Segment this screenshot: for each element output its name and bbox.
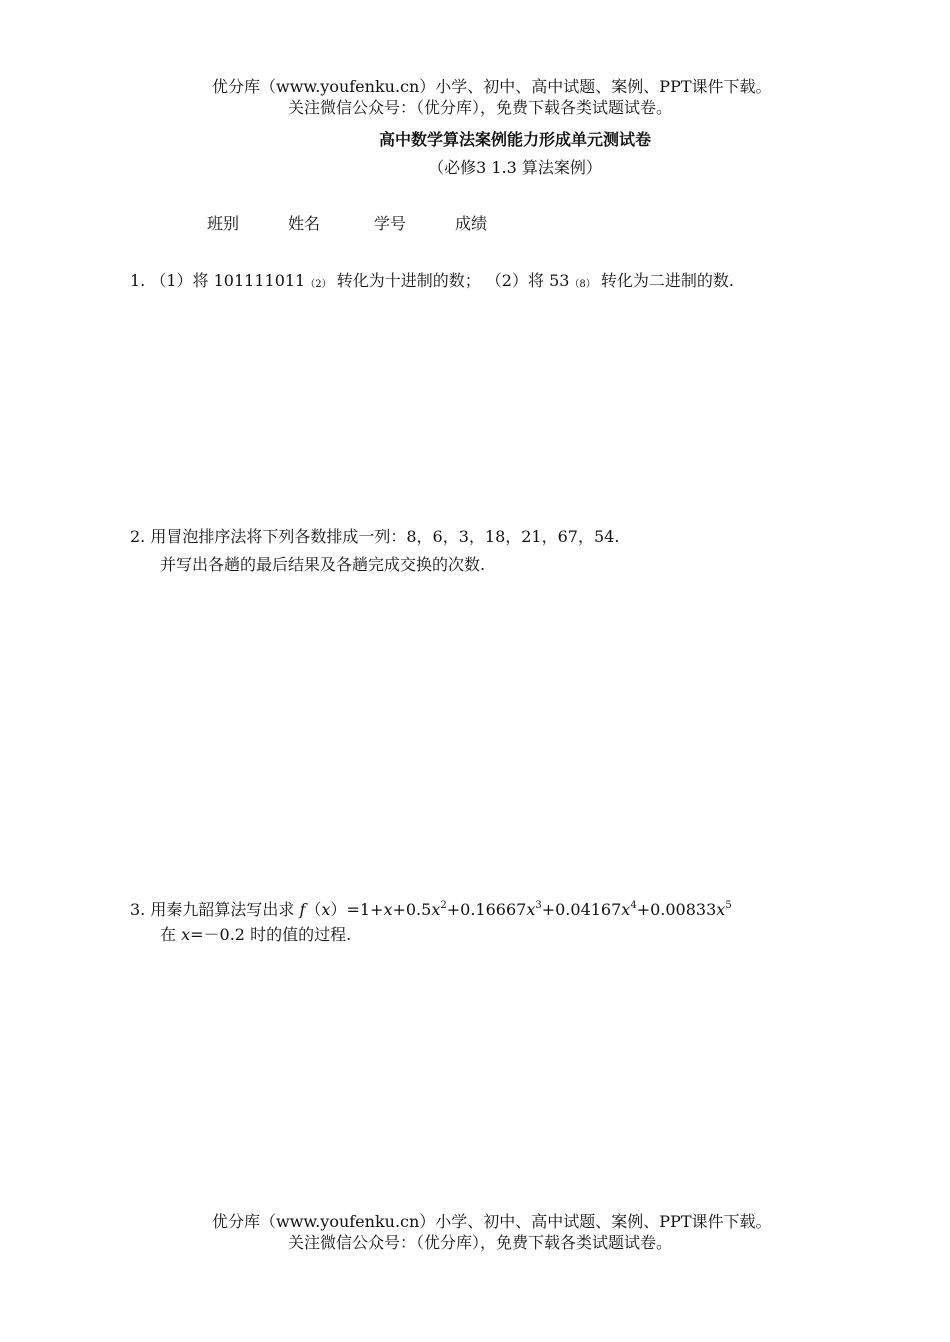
name-field-label: 姓名 — [288, 214, 321, 233]
question-3-prefix: 3. 用秦九韶算法写出求 — [130, 900, 295, 919]
header-line-1: 优分库（www.youfenku.cn）小学、初中、高中试题、案例、PPT课件下载。 — [212, 77, 772, 96]
page-title: 高中数学算法案例能力形成单元测试卷 — [378, 130, 651, 149]
question-2-line-1: 2. 用冒泡排序法将下列各数排成一列：8，6，3，18，21，67，54. — [130, 527, 620, 546]
variable-x: x — [181, 925, 191, 944]
function-symbol: f — [299, 900, 306, 919]
footer-line-1: 优分库（www.youfenku.cn）小学、初中、高中试题、案例、PPT课件下载。 — [212, 1212, 772, 1231]
question-3-line-2-prefix: 在 — [160, 925, 182, 944]
question-1-base-2: （2） — [305, 279, 332, 290]
question-1-text-a: 1. （1）将 101111011 — [130, 271, 306, 290]
paren-close: ） — [330, 900, 347, 919]
score-field-label: 成绩 — [455, 214, 488, 233]
variable-x: x — [526, 900, 536, 919]
question-2-line-2: 并写出各趟的最后结果及各趟完成交换的次数. — [160, 555, 486, 574]
exponent-5: 5 — [725, 900, 732, 911]
footer-line-2: 关注微信公众号：（优分库），免费下载各类试题试卷。 — [288, 1233, 673, 1252]
term-3-coef: +0.16667 — [446, 900, 527, 919]
page-subtitle: （必修3 1.3 算法案例） — [428, 158, 602, 177]
class-field-label: 班别 — [207, 214, 240, 233]
term-4-coef: +0.04167 — [541, 900, 622, 919]
variable-x: x — [383, 900, 393, 919]
question-1-base-8: （8） — [569, 279, 596, 290]
term-2-coef: +0.5 — [392, 900, 432, 919]
variable-x: x — [621, 900, 631, 919]
variable-x: x — [431, 900, 441, 919]
exponent-2: 2 — [440, 900, 447, 911]
exponent-3: 3 — [535, 900, 542, 911]
question-3-line-1 — [130, 896, 732, 920]
paren-open: （ — [305, 900, 322, 919]
question-1-text-b: 转化为十进制的数； （2）将 53 — [331, 271, 570, 290]
question-3-line-2 — [160, 925, 351, 945]
header-line-2: 关注微信公众号：（优分库），免费下载各类试题试卷。 — [288, 98, 673, 117]
student-number-field-label: 学号 — [374, 214, 407, 233]
term-5-coef: +0.00833 — [636, 900, 717, 919]
question-1-text-c: 转化为二进制的数. — [595, 271, 734, 290]
term-constant: =1+ — [346, 900, 384, 919]
variable-x: x — [716, 900, 726, 919]
variable-x: x — [321, 900, 331, 919]
exponent-4: 4 — [630, 900, 637, 911]
question-3-line-2-rest: =－0.2 时的值的过程. — [190, 925, 352, 944]
question-1 — [130, 271, 734, 295]
